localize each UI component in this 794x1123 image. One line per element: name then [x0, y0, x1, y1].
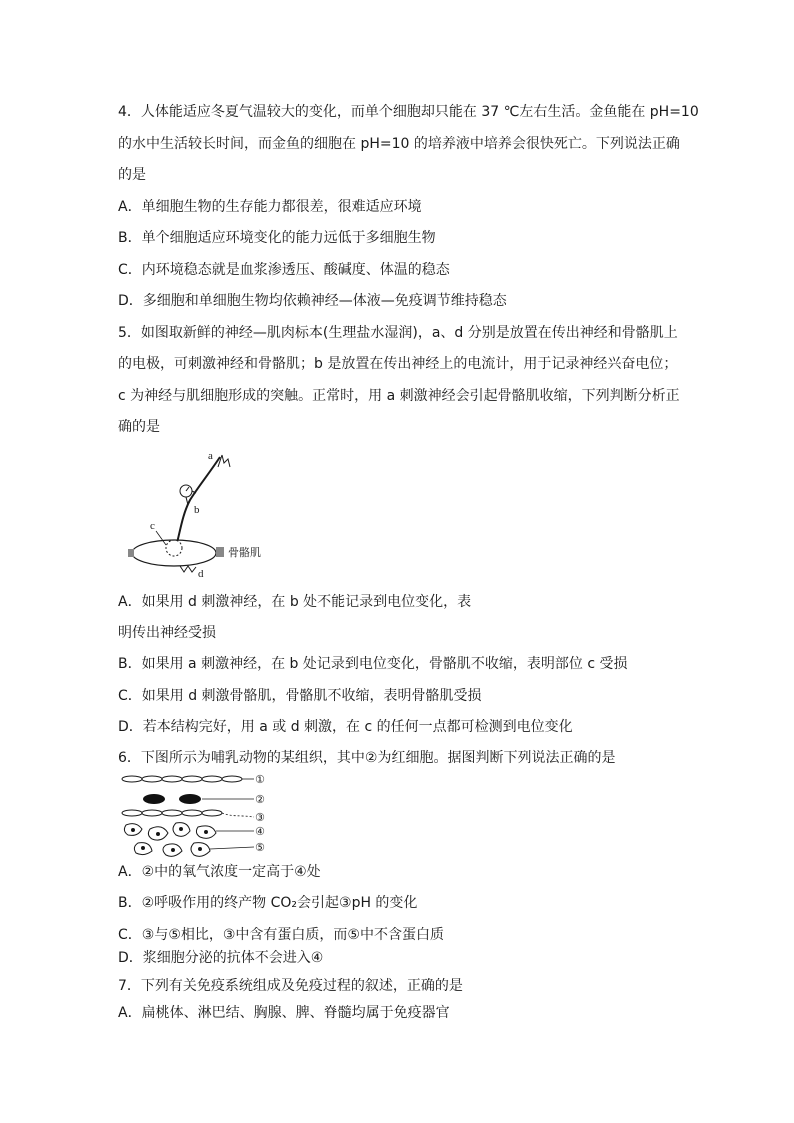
label-2: ② — [255, 793, 265, 806]
label-1: ① — [255, 773, 265, 786]
label-5: ⑤ — [255, 841, 265, 854]
label-b: b — [194, 504, 200, 516]
q4-option-a: A．单细胞生物的生存能力都很差，很难适应环境 — [118, 199, 422, 215]
electrode-d — [180, 566, 196, 572]
red-blood-cell — [143, 794, 165, 804]
nerve-muscle-figure — [122, 445, 302, 585]
q7-option-a: A．扁桃体、淋巴结、胸腺、脾、脊髓均属于免疫器官 — [118, 1005, 450, 1021]
q5-stem-line-4: 确的是 — [118, 419, 160, 435]
q5-stem-line-1: 5．如图取新鲜的神经—肌肉标本(生理盐水湿润)，a、d 分别是放置在传出神经和骨骼肌上 — [118, 325, 678, 341]
muscle-tendon-right — [216, 547, 224, 557]
tissue-figure — [118, 771, 278, 861]
q6-option-c: C．③与⑤相比，③中含有蛋白质，而⑤中不含蛋白质 — [118, 927, 444, 943]
q5-stem-line-3: c 为神经与肌细胞形成的突触。正常时，用 a 刺激神经会引起骨骼肌收缩，下列判断分析正 — [118, 388, 680, 404]
q6-stem: 6．下图所示为哺乳动物的某组织，其中②为红细胞。据图判断下列说法正确的是 — [118, 750, 616, 766]
capillary-wall-cells-bottom — [122, 810, 222, 816]
capillary-wall-cells-top — [122, 776, 242, 782]
q5-option-a-continued: 明传出神经受损 — [118, 625, 216, 641]
label-a: a — [208, 450, 213, 462]
q4-option-c: C．内环境稳态就是血浆渗透压、酸碱度、体温的稳态 — [118, 262, 450, 278]
q4-stem-line-2: 的水中生活较长时间，而金鱼的细胞在 pH=10 的培养液中培养会很快死亡。下列说法正确 — [118, 136, 680, 152]
q5-option-a: A．如果用 d 刺激神经，在 b 处不能记录到电位变化，表 — [118, 594, 472, 610]
tissue-cells — [124, 823, 216, 857]
electrode-a — [218, 455, 230, 467]
q5-stem-line-2: 的电极，可刺激神经和骨骼肌；b 是放置在传出神经上的电流计，用于记录神经兴奋电位； — [118, 356, 678, 372]
q4-stem-line-1: 4．人体能适应冬夏气温较大的变化，而单个细胞却只能在 37 ℃左右生活。金鱼能在 pH=10 — [118, 104, 699, 120]
red-blood-cell — [179, 794, 201, 804]
label-d: d — [198, 568, 204, 580]
q4-option-b: B．单个细胞适应环境变化的能力远低于多细胞生物 — [118, 230, 436, 246]
muscle-tendon-left — [128, 549, 134, 557]
q4-option-d: D．多细胞和单细胞生物均依赖神经—体液—免疫调节维持稳态 — [118, 293, 507, 309]
q4-stem-line-3: 的是 — [118, 167, 146, 183]
q5-option-d: D．若本结构完好，用 a 或 d 刺激，在 c 的任何一点都可检测到电位变化 — [118, 719, 573, 735]
label-muscle: 骨骼肌 — [228, 546, 261, 559]
q7-stem: 7．下列有关免疫系统组成及免疫过程的叙述，正确的是 — [118, 978, 463, 994]
q6-option-d: D．浆细胞分泌的抗体不会进入④ — [118, 950, 324, 966]
q6-option-b: B．②呼吸作用的终产物 CO₂会引起③pH 的变化 — [118, 895, 418, 911]
label-3: ③ — [255, 811, 265, 824]
label-4: ④ — [255, 825, 265, 838]
q5-option-c: C．如果用 d 刺激骨骼肌，骨骼肌不收缩，表明骨骼肌受损 — [118, 688, 482, 704]
q6-option-a: A．②中的氧气浓度一定高于④处 — [118, 864, 321, 880]
label-c: c — [150, 520, 155, 532]
skeletal-muscle — [132, 540, 216, 566]
q5-option-b: B．如果用 a 刺激神经，在 b 处记录到电位变化，骨骼肌不收缩，表明部位 c 受损 — [118, 656, 628, 672]
